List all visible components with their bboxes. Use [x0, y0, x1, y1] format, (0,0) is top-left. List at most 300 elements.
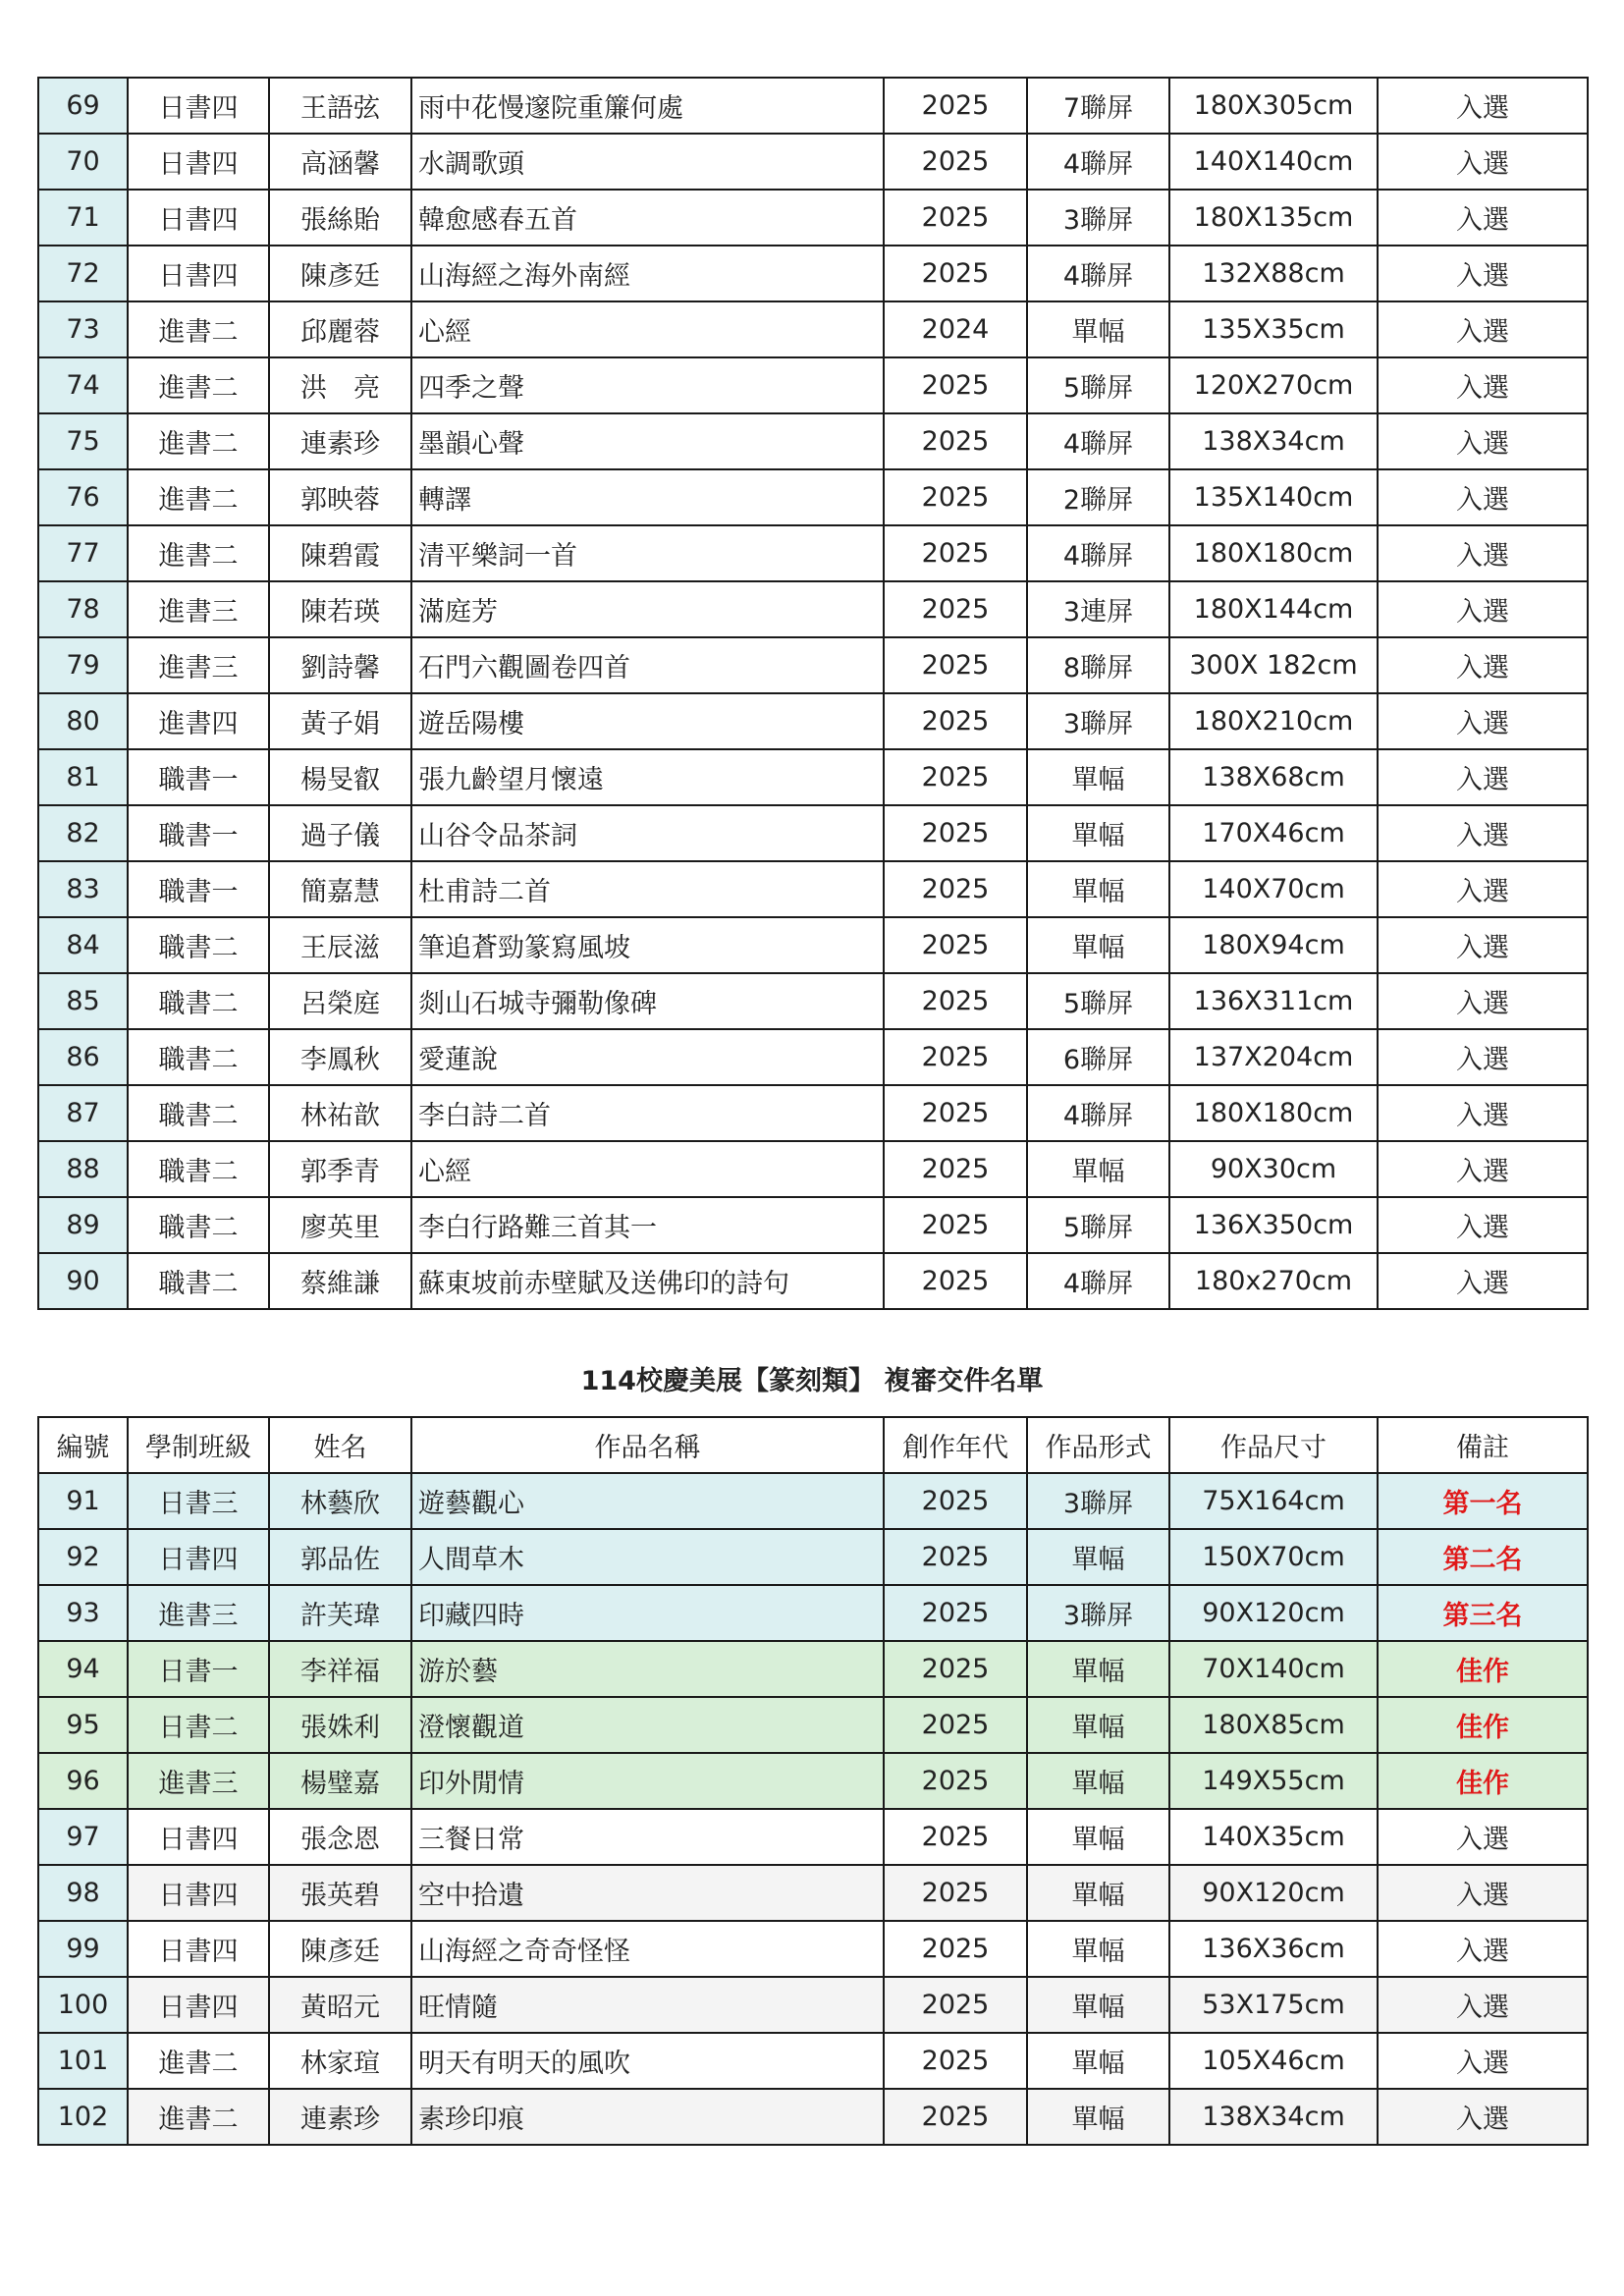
cell-format: 4聯屏: [1027, 134, 1169, 190]
cell-student-name: 簡嘉慧: [269, 861, 411, 917]
cell-format: 單幅: [1027, 1697, 1169, 1753]
cell-student-name: 李祥福: [269, 1641, 411, 1697]
header-format: 作品形式: [1027, 1417, 1169, 1473]
table-row: [38, 469, 1588, 525]
cell-remarks: 入選: [1378, 413, 1588, 469]
cell-number: 91: [38, 1473, 128, 1529]
cell-size: 138X34cm: [1169, 2089, 1378, 2145]
cell-class: 日書四: [128, 1865, 269, 1921]
cell-class: 進書二: [128, 301, 269, 357]
cell-number: 98: [38, 1865, 128, 1921]
cell-number: 73: [38, 301, 128, 357]
cell-number: 79: [38, 637, 128, 693]
cell-class: 進書二: [128, 525, 269, 581]
header-work-title: 作品名稱: [411, 1417, 884, 1473]
table-row: [38, 1029, 1588, 1085]
cell-class: 進書三: [128, 1585, 269, 1641]
cell-year: 2025: [884, 693, 1027, 749]
cell-work-title: 清平樂詞一首: [411, 525, 884, 581]
cell-number: 90: [38, 1253, 128, 1309]
cell-format: 單幅: [1027, 1753, 1169, 1809]
cell-work-title: 三餐日常: [411, 1809, 884, 1865]
cell-student-name: 邱麗蓉: [269, 301, 411, 357]
cell-remarks: 入選: [1378, 581, 1588, 637]
cell-year: 2025: [884, 1141, 1027, 1197]
cell-student-name: 過子儀: [269, 805, 411, 861]
cell-size: 180X180cm: [1169, 525, 1378, 581]
cell-format: 3聯屏: [1027, 1585, 1169, 1641]
cell-remarks: 入選: [1378, 357, 1588, 413]
cell-student-name: 王辰滋: [269, 917, 411, 973]
cell-remarks: 入選: [1378, 1197, 1588, 1253]
cell-remarks: 入選: [1378, 693, 1588, 749]
cell-format: 單幅: [1027, 1809, 1169, 1865]
cell-number: 80: [38, 693, 128, 749]
table-row: [38, 861, 1588, 917]
cell-format: 單幅: [1027, 1921, 1169, 1977]
cell-year: 2025: [884, 1977, 1027, 2033]
cell-year: 2025: [884, 1921, 1027, 1977]
cell-class: 職書二: [128, 1141, 269, 1197]
cell-student-name: 陳彥廷: [269, 246, 411, 301]
cell-work-title: 遊岳陽樓: [411, 693, 884, 749]
table-row: [38, 78, 1588, 134]
cell-format: 6聯屏: [1027, 1029, 1169, 1085]
cell-year: 2025: [884, 357, 1027, 413]
cell-number: 93: [38, 1585, 128, 1641]
cell-work-title: 蘇東坡前赤壁賦及送佛印的詩句: [411, 1253, 884, 1309]
cell-work-title: 李白行路難三首其一: [411, 1197, 884, 1253]
cell-size: 90X30cm: [1169, 1141, 1378, 1197]
cell-class: 日書四: [128, 190, 269, 246]
cell-year: 2025: [884, 246, 1027, 301]
cell-work-title: 心經: [411, 301, 884, 357]
cell-number: 77: [38, 525, 128, 581]
cell-class: 日書四: [128, 78, 269, 134]
table-row: [38, 581, 1588, 637]
cell-format: 2聯屏: [1027, 469, 1169, 525]
cell-format: 單幅: [1027, 2089, 1169, 2145]
table-row: [38, 246, 1588, 301]
cell-work-title: 明天有明天的風吹: [411, 2033, 884, 2089]
cell-remarks: 入選: [1378, 917, 1588, 973]
cell-work-title: 李白詩二首: [411, 1085, 884, 1141]
cell-class: 日書四: [128, 1921, 269, 1977]
cell-work-title: 游於藝: [411, 1641, 884, 1697]
cell-remarks: 入選: [1378, 301, 1588, 357]
cell-number: 85: [38, 973, 128, 1029]
cell-format: 4聯屏: [1027, 413, 1169, 469]
cell-format: 3聯屏: [1027, 693, 1169, 749]
cell-year: 2025: [884, 190, 1027, 246]
cell-size: 138X34cm: [1169, 413, 1378, 469]
table-row: [38, 1529, 1588, 1585]
cell-work-title: 印藏四時: [411, 1585, 884, 1641]
cell-number: 71: [38, 190, 128, 246]
cell-year: 2025: [884, 2033, 1027, 2089]
cell-size: 132X88cm: [1169, 246, 1378, 301]
cell-year: 2025: [884, 1253, 1027, 1309]
cell-year: 2025: [884, 1473, 1027, 1529]
cell-student-name: 蔡維謙: [269, 1253, 411, 1309]
cell-remarks: 入選: [1378, 2033, 1588, 2089]
cell-year: 2025: [884, 1529, 1027, 1585]
cell-year: 2025: [884, 1809, 1027, 1865]
cell-remarks: 入選: [1378, 861, 1588, 917]
seal-carving-table: [37, 1416, 1589, 2146]
cell-remarks: 入選: [1378, 78, 1588, 134]
cell-class: 進書二: [128, 2033, 269, 2089]
cell-class: 進書二: [128, 469, 269, 525]
cell-work-title: 剡山石城寺彌勒像碑: [411, 973, 884, 1029]
cell-number: 101: [38, 2033, 128, 2089]
cell-number: 78: [38, 581, 128, 637]
cell-student-name: 洪 亮: [269, 357, 411, 413]
table-row: [38, 805, 1588, 861]
cell-year: 2025: [884, 581, 1027, 637]
cell-remarks: 第一名: [1378, 1473, 1588, 1529]
cell-student-name: 張英碧: [269, 1865, 411, 1921]
cell-student-name: 郭映蓉: [269, 469, 411, 525]
cell-year: 2025: [884, 78, 1027, 134]
cell-student-name: 許芙瑋: [269, 1585, 411, 1641]
table-row: [38, 301, 1588, 357]
cell-class: 職書二: [128, 1197, 269, 1253]
cell-year: 2025: [884, 469, 1027, 525]
cell-size: 300X 182cm: [1169, 637, 1378, 693]
cell-work-title: 水調歌頭: [411, 134, 884, 190]
cell-year: 2025: [884, 1585, 1027, 1641]
awards-table-continued: [37, 77, 1589, 1310]
cell-student-name: 連素珍: [269, 2089, 411, 2145]
cell-class: 進書二: [128, 2089, 269, 2145]
cell-number: 74: [38, 357, 128, 413]
cell-class: 進書四: [128, 693, 269, 749]
cell-work-title: 人間草木: [411, 1529, 884, 1585]
cell-size: 136X36cm: [1169, 1921, 1378, 1977]
cell-class: 職書一: [128, 861, 269, 917]
cell-work-title: 澄懷觀道: [411, 1697, 884, 1753]
table-row: [38, 1585, 1588, 1641]
cell-class: 日書三: [128, 1473, 269, 1529]
cell-format: 5聯屏: [1027, 973, 1169, 1029]
cell-work-title: 四季之聲: [411, 357, 884, 413]
table-row: [38, 1697, 1588, 1753]
cell-format: 單幅: [1027, 917, 1169, 973]
cell-size: 90X120cm: [1169, 1865, 1378, 1921]
table-row: [38, 693, 1588, 749]
cell-year: 2025: [884, 1029, 1027, 1085]
cell-size: 53X175cm: [1169, 1977, 1378, 2033]
cell-format: 3連屏: [1027, 581, 1169, 637]
cell-student-name: 郭季青: [269, 1141, 411, 1197]
cell-remarks: 佳作: [1378, 1753, 1588, 1809]
cell-remarks: 入選: [1378, 525, 1588, 581]
cell-student-name: 張絲貽: [269, 190, 411, 246]
cell-remarks: 入選: [1378, 1865, 1588, 1921]
cell-student-name: 王語弦: [269, 78, 411, 134]
cell-format: 4聯屏: [1027, 1085, 1169, 1141]
cell-number: 86: [38, 1029, 128, 1085]
header-class: 學制班級: [128, 1417, 269, 1473]
cell-year: 2025: [884, 1197, 1027, 1253]
cell-student-name: 郭品佐: [269, 1529, 411, 1585]
cell-size: 180X85cm: [1169, 1697, 1378, 1753]
cell-format: 7聯屏: [1027, 78, 1169, 134]
cell-size: 180X210cm: [1169, 693, 1378, 749]
table-row: [38, 1865, 1588, 1921]
cell-remarks: 入選: [1378, 134, 1588, 190]
cell-number: 84: [38, 917, 128, 973]
cell-class: 進書二: [128, 357, 269, 413]
cell-size: 135X140cm: [1169, 469, 1378, 525]
table-row: [38, 525, 1588, 581]
cell-size: 70X140cm: [1169, 1641, 1378, 1697]
table-row: [38, 1753, 1588, 1809]
cell-remarks: 入選: [1378, 805, 1588, 861]
cell-class: 日書四: [128, 134, 269, 190]
cell-size: 138X68cm: [1169, 749, 1378, 805]
cell-number: 99: [38, 1921, 128, 1977]
cell-format: 4聯屏: [1027, 1253, 1169, 1309]
cell-number: 102: [38, 2089, 128, 2145]
cell-number: 94: [38, 1641, 128, 1697]
cell-work-title: 旺情隨: [411, 1977, 884, 2033]
cell-number: 72: [38, 246, 128, 301]
cell-size: 135X35cm: [1169, 301, 1378, 357]
cell-year: 2025: [884, 1697, 1027, 1753]
cell-format: 5聯屏: [1027, 357, 1169, 413]
cell-student-name: 黃昭元: [269, 1977, 411, 2033]
cell-year: 2025: [884, 413, 1027, 469]
cell-student-name: 陳若瑛: [269, 581, 411, 637]
cell-size: 140X140cm: [1169, 134, 1378, 190]
cell-student-name: 張念恩: [269, 1809, 411, 1865]
cell-format: 5聯屏: [1027, 1197, 1169, 1253]
cell-student-name: 陳碧霞: [269, 525, 411, 581]
cell-size: 140X35cm: [1169, 1809, 1378, 1865]
table-row: [38, 2089, 1588, 2145]
table-row: [38, 917, 1588, 973]
cell-remarks: 第三名: [1378, 1585, 1588, 1641]
cell-year: 2025: [884, 805, 1027, 861]
cell-work-title: 印外閒情: [411, 1753, 884, 1809]
cell-student-name: 黃子娟: [269, 693, 411, 749]
cell-size: 180X305cm: [1169, 78, 1378, 134]
cell-work-title: 張九齡望月懷遠: [411, 749, 884, 805]
cell-remarks: 佳作: [1378, 1697, 1588, 1753]
cell-remarks: 入選: [1378, 1253, 1588, 1309]
cell-remarks: 入選: [1378, 1921, 1588, 1977]
cell-year: 2025: [884, 134, 1027, 190]
cell-class: 進書二: [128, 413, 269, 469]
cell-work-title: 遊藝觀心: [411, 1473, 884, 1529]
cell-format: 8聯屏: [1027, 637, 1169, 693]
cell-class: 職書二: [128, 917, 269, 973]
cell-number: 100: [38, 1977, 128, 2033]
cell-size: 150X70cm: [1169, 1529, 1378, 1585]
cell-class: 職書二: [128, 1029, 269, 1085]
cell-size: 180x270cm: [1169, 1253, 1378, 1309]
cell-format: 單幅: [1027, 1977, 1169, 2033]
cell-size: 140X70cm: [1169, 861, 1378, 917]
cell-remarks: 入選: [1378, 973, 1588, 1029]
cell-size: 180X94cm: [1169, 917, 1378, 973]
cell-class: 職書二: [128, 1085, 269, 1141]
cell-work-title: 愛蓮說: [411, 1029, 884, 1085]
cell-year: 2025: [884, 1641, 1027, 1697]
cell-size: 105X46cm: [1169, 2033, 1378, 2089]
cell-remarks: 入選: [1378, 749, 1588, 805]
cell-student-name: 林祐歆: [269, 1085, 411, 1141]
table-header-row: [38, 1417, 1588, 1473]
cell-format: 4聯屏: [1027, 525, 1169, 581]
cell-size: 180X144cm: [1169, 581, 1378, 637]
cell-size: 120X270cm: [1169, 357, 1378, 413]
cell-year: 2024: [884, 301, 1027, 357]
cell-class: 日書四: [128, 1977, 269, 2033]
cell-size: 170X46cm: [1169, 805, 1378, 861]
cell-work-title: 轉譯: [411, 469, 884, 525]
cell-format: 單幅: [1027, 2033, 1169, 2089]
cell-number: 95: [38, 1697, 128, 1753]
cell-work-title: 墨韻心聲: [411, 413, 884, 469]
cell-class: 日書四: [128, 1529, 269, 1585]
cell-number: 82: [38, 805, 128, 861]
cell-year: 2025: [884, 1865, 1027, 1921]
cell-work-title: 心經: [411, 1141, 884, 1197]
cell-size: 149X55cm: [1169, 1753, 1378, 1809]
cell-size: 136X350cm: [1169, 1197, 1378, 1253]
cell-work-title: 山海經之海外南經: [411, 246, 884, 301]
cell-format: 單幅: [1027, 1865, 1169, 1921]
cell-class: 職書一: [128, 749, 269, 805]
cell-size: 136X311cm: [1169, 973, 1378, 1029]
table-row: [38, 1085, 1588, 1141]
cell-year: 2025: [884, 637, 1027, 693]
table-row: [38, 134, 1588, 190]
cell-number: 70: [38, 134, 128, 190]
cell-work-title: 山海經之奇奇怪怪: [411, 1921, 884, 1977]
header-name: 姓名: [269, 1417, 411, 1473]
cell-work-title: 雨中花慢邃院重簾何處: [411, 78, 884, 134]
cell-format: 單幅: [1027, 1641, 1169, 1697]
cell-work-title: 素珍印痕: [411, 2089, 884, 2145]
cell-year: 2025: [884, 973, 1027, 1029]
cell-remarks: 第二名: [1378, 1529, 1588, 1585]
cell-number: 92: [38, 1529, 128, 1585]
cell-format: 單幅: [1027, 861, 1169, 917]
cell-number: 69: [38, 78, 128, 134]
cell-class: 職書二: [128, 973, 269, 1029]
cell-size: 90X120cm: [1169, 1585, 1378, 1641]
cell-remarks: 入選: [1378, 246, 1588, 301]
cell-student-name: 陳彥廷: [269, 1921, 411, 1977]
cell-number: 76: [38, 469, 128, 525]
cell-remarks: 入選: [1378, 1141, 1588, 1197]
header-year: 創作年代: [884, 1417, 1027, 1473]
cell-number: 83: [38, 861, 128, 917]
cell-work-title: 筆追蒼勁篆寫風坡: [411, 917, 884, 973]
cell-format: 3聯屏: [1027, 1473, 1169, 1529]
cell-student-name: 高涵馨: [269, 134, 411, 190]
cell-work-title: 滿庭芳: [411, 581, 884, 637]
table-row: [38, 1921, 1588, 1977]
cell-remarks: 入選: [1378, 1809, 1588, 1865]
cell-class: 進書三: [128, 637, 269, 693]
cell-class: 日書四: [128, 246, 269, 301]
cell-class: 日書一: [128, 1641, 269, 1697]
cell-remarks: 入選: [1378, 1029, 1588, 1085]
cell-size: 137X204cm: [1169, 1029, 1378, 1085]
cell-size: 180X135cm: [1169, 190, 1378, 246]
cell-class: 職書二: [128, 1253, 269, 1309]
cell-student-name: 廖英里: [269, 1197, 411, 1253]
cell-format: 單幅: [1027, 301, 1169, 357]
cell-remarks: 入選: [1378, 190, 1588, 246]
cell-student-name: 楊旻叡: [269, 749, 411, 805]
cell-work-title: 空中拾遺: [411, 1865, 884, 1921]
cell-number: 88: [38, 1141, 128, 1197]
cell-student-name: 連素珍: [269, 413, 411, 469]
cell-year: 2025: [884, 861, 1027, 917]
cell-year: 2025: [884, 917, 1027, 973]
cell-class: 職書一: [128, 805, 269, 861]
cell-remarks: 入選: [1378, 469, 1588, 525]
table-row: [38, 2033, 1588, 2089]
cell-remarks: 入選: [1378, 2089, 1588, 2145]
table-row: [38, 413, 1588, 469]
cell-format: 3聯屏: [1027, 190, 1169, 246]
cell-year: 2025: [884, 1085, 1027, 1141]
table-row: [38, 749, 1588, 805]
cell-work-title: 山谷令品茶詞: [411, 805, 884, 861]
table-row: [38, 637, 1588, 693]
cell-year: 2025: [884, 749, 1027, 805]
table-row: [38, 1641, 1588, 1697]
cell-work-title: 杜甫詩二首: [411, 861, 884, 917]
table-row: [38, 1197, 1588, 1253]
table-row: [38, 1253, 1588, 1309]
table-row: [38, 1473, 1588, 1529]
cell-number: 81: [38, 749, 128, 805]
cell-number: 89: [38, 1197, 128, 1253]
cell-format: 單幅: [1027, 749, 1169, 805]
table-row: [38, 1141, 1588, 1197]
header-number: 編號: [38, 1417, 128, 1473]
cell-number: 96: [38, 1753, 128, 1809]
cell-class: 日書四: [128, 1809, 269, 1865]
cell-work-title: 韓愈感春五首: [411, 190, 884, 246]
cell-remarks: 入選: [1378, 637, 1588, 693]
header-size: 作品尺寸: [1169, 1417, 1378, 1473]
cell-year: 2025: [884, 525, 1027, 581]
cell-class: 進書三: [128, 1753, 269, 1809]
section-title-seal-carving: 114校慶美展【篆刻類】 複審交件名單: [580, 1366, 1044, 1396]
cell-format: 單幅: [1027, 805, 1169, 861]
table-row: [38, 973, 1588, 1029]
table-row: [38, 1809, 1588, 1865]
cell-student-name: 楊璧嘉: [269, 1753, 411, 1809]
cell-number: 87: [38, 1085, 128, 1141]
cell-student-name: 劉詩馨: [269, 637, 411, 693]
table-row: [38, 1977, 1588, 2033]
cell-class: 進書三: [128, 581, 269, 637]
cell-format: 單幅: [1027, 1141, 1169, 1197]
cell-student-name: 呂榮庭: [269, 973, 411, 1029]
table-row: [38, 357, 1588, 413]
cell-format: 4聯屏: [1027, 246, 1169, 301]
